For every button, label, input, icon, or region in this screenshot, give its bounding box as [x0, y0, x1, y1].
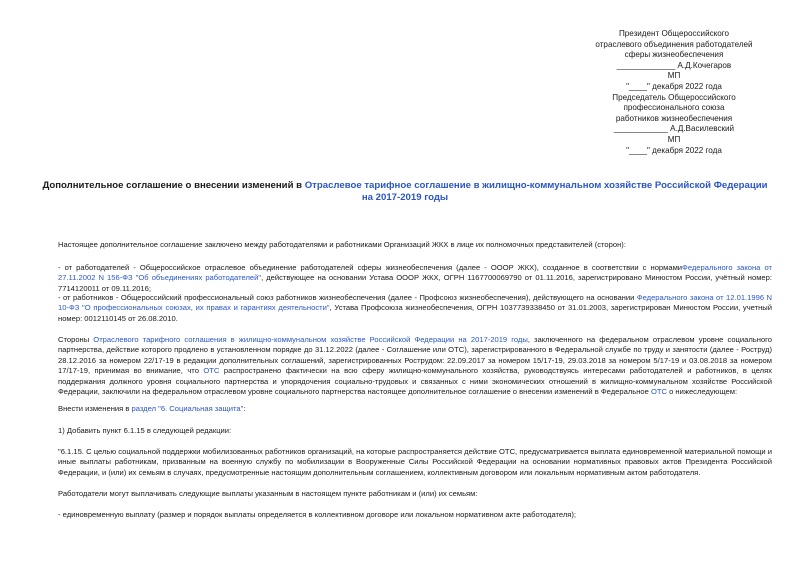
section-social-protection-link[interactable]: раздел "6. Социальная защита" — [131, 404, 244, 413]
signature-line: МП — [667, 71, 681, 81]
signature-line: Председатель Общероссийского — [612, 92, 736, 102]
paragraph-employers — [58, 263, 772, 294]
signature-line: профессионального союза — [623, 103, 725, 113]
parties-text-4: о нижеследующем: — [666, 387, 738, 397]
paragraph-parties-agreement — [58, 335, 772, 397]
signature-line: Президент Общероссийского — [618, 29, 730, 38]
signature-line: ____________ А.Д.Василевский — [613, 124, 735, 134]
signature-line: работников жизнеобеспечения — [615, 113, 733, 123]
employees-law-link[interactable]: Федерального закона от 12.01.1996 N 10-ФЗ "О профессиональных союзах, их правах и гарантиях деятельности" — [58, 293, 773, 313]
employees-text-2: , Устава Профсоюза жизнеобеспечения, ОГРН 1037739338450 от 31.01.2003, зарегистрирован Минюстом России, учетный номер: 0012110145 от 26.08.2010. — [58, 303, 772, 323]
parties-text: Стороны — [58, 335, 94, 344]
ots-link-2[interactable]: ОТС — [650, 387, 667, 397]
paragraph-lump-sum: - единовременную выплату (размер и порядок выплаты определяется в коллективном договоре или локальном нормативном акте работодателя); — [58, 510, 577, 519]
ots-agreement-link[interactable]: Отраслевого тарифного соглашения в жилищно-коммунальном хозяйстве Российской Федерации на 2017-2019 годы — [93, 335, 528, 344]
document-title — [40, 180, 770, 204]
paragraph-amend — [58, 404, 772, 414]
paragraph-payments: Работодатели могут выплачивать следующие выплаты указанным в настоящем пункте работникам и (или) их семьям: — [58, 489, 478, 498]
signature-line: МП — [667, 134, 681, 144]
parties-text-3: распространено фактически на всю сферу жилищно-коммунального хозяйства, руководствуясь интересами работодателей и работников, в целях поддержания должного уровня социального партнерства и упорядочения социально-трудовых и связанных с ними экономических отношений в жилищно-коммунальном хозяйстве Российской Федерации, заключили на федеральном отраслевом уровне социального партнерства настоящее дополнительное соглашение о внесении изменений в Федеральное — [58, 366, 772, 397]
employers-law-link[interactable]: Федерального закона от 27.11.2002 N 156-ФЗ "Об объединениях работодателей" — [58, 263, 772, 283]
signature-line: _____________ А.Д.Кочегаров — [616, 60, 732, 70]
signature-block — [579, 29, 769, 156]
title-prefix: Дополнительное соглашение о внесении изменений в — [42, 180, 305, 191]
signature-line: "____" декабря 2022 года — [626, 81, 722, 91]
amend-text-2: : — [243, 404, 246, 413]
paragraph-add-item: 1) Добавить пункт 6.1.15 в следующей редакции: — [58, 426, 232, 435]
employers-text: - от работодателей - Общероссийское отраслевое объединение работодателей сферы жизнеобеспечения (далее - ОООР ЖКХ), созданное в соответствии с нормами — [58, 263, 683, 272]
signature-line: "____" декабря 2022 года — [626, 145, 722, 155]
ots-link[interactable]: ОТС — [203, 366, 220, 376]
employers-text-2: , действующее на основании Устава ОООР ЖКХ, ОГРН 1167700069790 от 01.11.2016, зарегистрировано Минюстом России, учётный номер: 7714120011 от 09.11.2016; — [58, 273, 772, 293]
paragraph-item-6-1-15: "6.1.15. С целью социальной поддержки мобилизованных работников организаций, на которые распространяется действие ОТС, предусматривается выплата единовременной материальной помощи и иные выплаты работникам, призванным на военную службу по мобилизации в Вооруженные Силы Российской Федерации на основании нормативных правовых актов Президента Российской Федерации, и (или) их семьям в случаях, предусмотренные настоящим дополнительным соглашением, коллективным договором или локальным нормативным актом работодателя. — [58, 447, 772, 477]
signature-line: отраслевого объединения работодателей — [595, 39, 753, 49]
paragraph-employees — [58, 293, 772, 324]
employees-text: - от работников - Общероссийский профессиональный союз работников жизнеобеспечения (далее - Профсоюз жизнеобеспечения), действующего на основании — [58, 293, 637, 302]
parties-text-2: , заключенного на федеральном отраслевом уровне социального партнерства, действие которого продлено в установленном порядке до 31.12.2022 (далее - Соглашение или ОТС), зарегистрированного в Федеральной службе по труду и занятости (далее - Роструд) 28.12.2016 за номером 22/17-19 в редакции дополнительных соглашений, зарегистрированных Рострудом: 22.09.2017 за номером 15/17-19, 29.03.2018 за номером 5/17-19 и 03.08.2018 за номером 17/17-19, принимая во внимание, что — [58, 335, 773, 376]
title-agreement-link[interactable]: Отраслевое тарифное соглашение в жилищно-коммунальном хозяйстве Российской Федерации на 2017-2019 годы — [304, 180, 768, 203]
signature-line: сферы жизнеобеспечения — [624, 50, 724, 60]
paragraph-parties: Настоящее дополнительное соглашение заключено между работодателями и работниками Организаций ЖКХ в лице их полномочных представителей (сторон): — [58, 240, 626, 249]
amend-text: Внести изменения в — [58, 404, 132, 413]
